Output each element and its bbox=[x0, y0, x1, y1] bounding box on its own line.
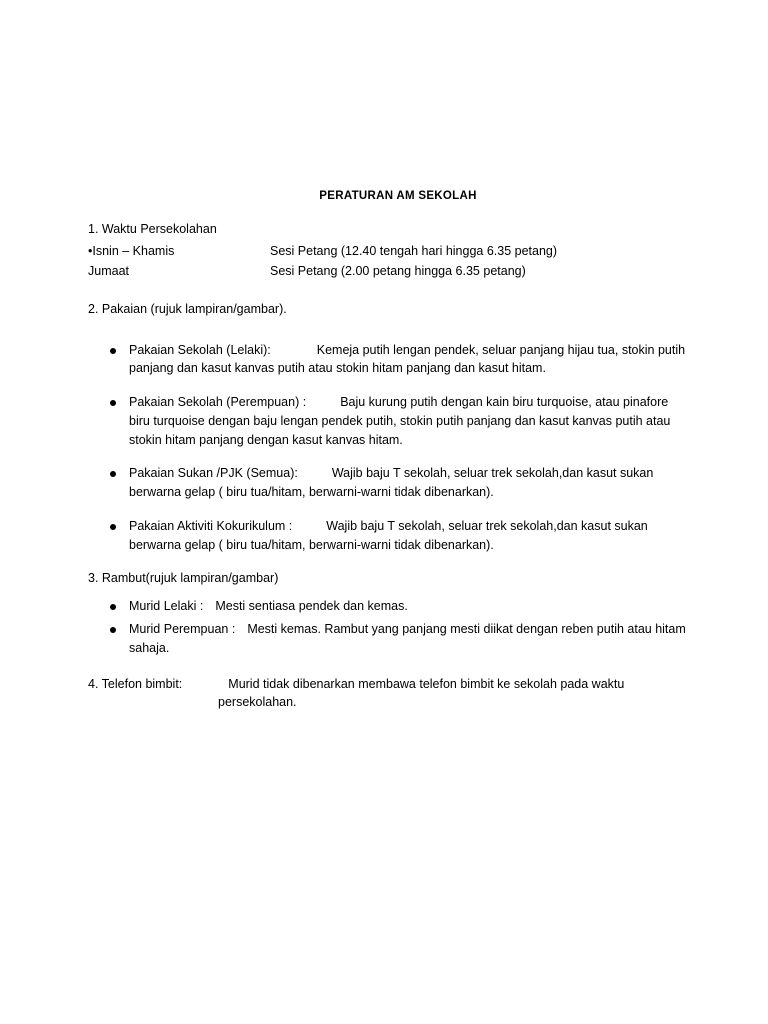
list-item-text: Mesti sentiasa pendek dan kemas. bbox=[215, 599, 408, 614]
list-item-label: Murid Lelaki : bbox=[129, 599, 204, 614]
list-item-label: Pakaian Aktiviti Kokurikulum : bbox=[129, 518, 293, 533]
list-item-label: Murid Perempuan : bbox=[129, 622, 236, 637]
section-4-label: 4. Telefon bimbit: bbox=[88, 676, 183, 691]
table-row bbox=[88, 242, 557, 262]
section-3-heading: 3. Rambut(rujuk lampiran/gambar) bbox=[88, 571, 279, 586]
section-4 bbox=[88, 675, 688, 713]
schedule-day: Jumaat bbox=[88, 264, 129, 279]
page-title: PERATURAN AM SEKOLAH bbox=[319, 190, 477, 202]
section-2-heading: 2. Pakaian (rujuk lampiran/gambar). bbox=[88, 302, 287, 317]
list-item-text: Wajib baju T sekolah, seluar trek sekolah,dan kasut sukan berwarna gelap ( biru tua/hitam, berwarni-warni tidak dibenarkan). bbox=[129, 466, 654, 499]
list-item-text: Baju kurung putih dengan kain biru turquoise, atau pinafore biru turquoise dengan baju lengan pendek putih, stokin putih panjang dan kasut kanvas putih atau stokin hitam panjang dengan kasut kanvas hitam. bbox=[129, 395, 671, 447]
schedule-time: Sesi Petang (12.40 tengah hari hingga 6.35 petang) bbox=[270, 244, 558, 259]
list-item-text: Kemeja putih lengan pendek, seluar panjang hijau tua, stokin putih panjang dan kasut kanvas putih atau stokin hitam panjang dan kasut hitam. bbox=[129, 342, 686, 376]
section-4-text: Murid tidak dibenarkan membawa telefon bimbit ke sekolah pada waktu bbox=[228, 676, 625, 691]
list-item bbox=[88, 393, 688, 449]
list-item bbox=[88, 620, 688, 658]
hair-list bbox=[88, 597, 688, 657]
table-row bbox=[88, 262, 557, 282]
list-item bbox=[88, 597, 688, 616]
list-item-label: Pakaian Sekolah (Lelaki): bbox=[129, 342, 271, 357]
list-item-text: Wajib baju T sekolah, seluar trek sekolah,dan kasut sukan berwarna gelap ( biru tua/hitam, berwarni-warni tidak dibenarkan). bbox=[129, 518, 648, 552]
spacer bbox=[88, 323, 688, 341]
schedule-time: Sesi Petang (2.00 petang hingga 6.35 petang) bbox=[270, 264, 526, 279]
document-body bbox=[88, 190, 688, 712]
list-item bbox=[88, 517, 688, 555]
schedule-table bbox=[88, 242, 557, 282]
list-item-text: Mesti kemas. Rambut yang panjang mesti diikat dengan reben putih atau hitam sahaja. bbox=[129, 622, 686, 655]
section-1-heading: 1. Waktu Persekolahan bbox=[88, 222, 217, 236]
list-item-label: Pakaian Sukan /PJK (Semua): bbox=[129, 466, 298, 481]
spacer bbox=[88, 662, 688, 675]
spacer bbox=[88, 282, 688, 300]
schedule-day: •Isnin – Khamis bbox=[88, 244, 175, 259]
list-item bbox=[88, 464, 688, 502]
list-item-label: Pakaian Sekolah (Perempuan) : bbox=[129, 395, 307, 409]
clothing-list bbox=[88, 341, 688, 555]
section-4-text-continued: persekolahan. bbox=[218, 695, 297, 710]
list-item bbox=[88, 341, 688, 379]
